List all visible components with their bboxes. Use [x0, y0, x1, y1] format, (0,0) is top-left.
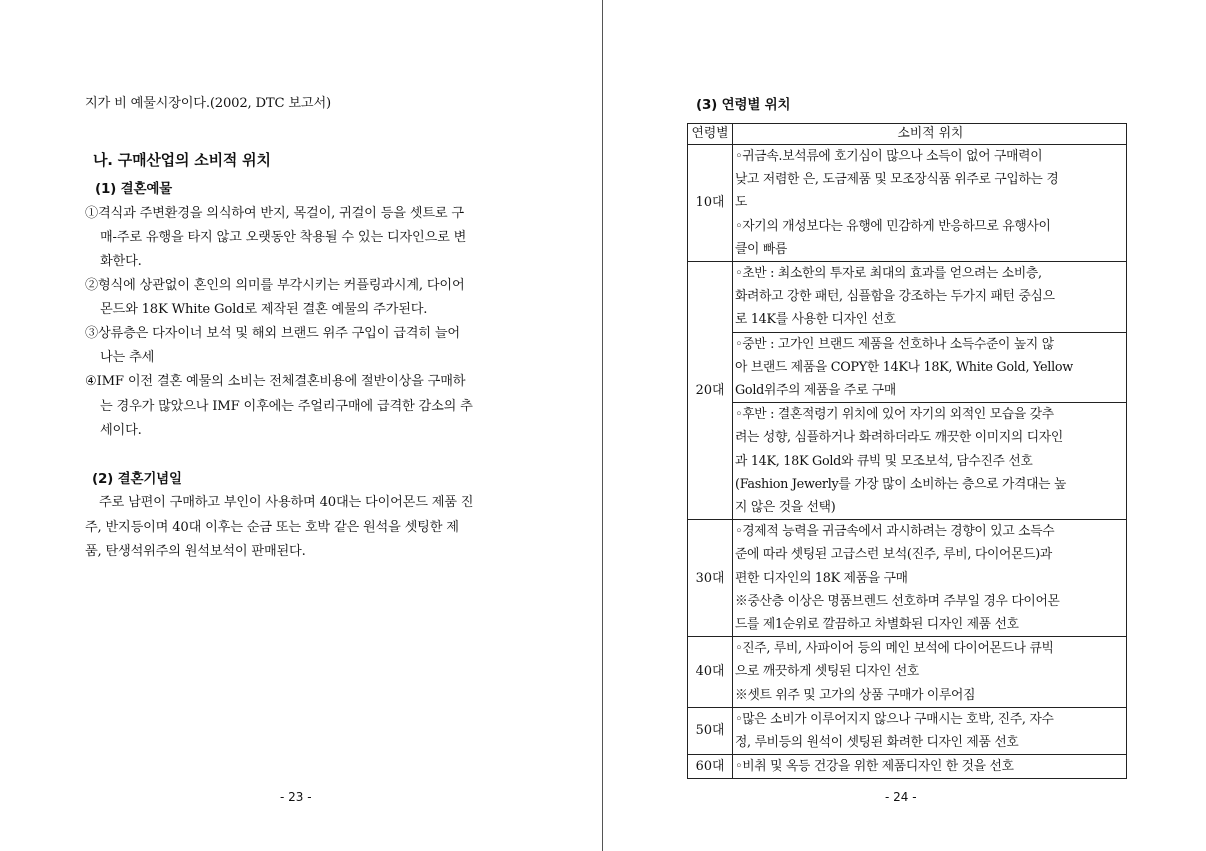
table-row — [688, 520, 1127, 637]
cell-line: Gold위주의 제품을 주로 구매 — [735, 383, 896, 399]
page-number: - 23 - — [280, 790, 312, 804]
cell-line: 로 14K를 사용한 디자인 선호 — [735, 312, 896, 328]
paragraph-line: ②형식에 상관없이 혼인의 의미를 부각시키는 커플링과시계, 다이어 — [85, 278, 465, 293]
position-cell — [733, 520, 1127, 637]
right-page — [603, 0, 1206, 851]
page-number: - 24 - — [885, 790, 917, 804]
intro-line: 지가 비 예물시장이다.(2002, DTC 보고서) — [85, 96, 331, 111]
table-row — [688, 707, 1127, 754]
cell-block-mid — [733, 332, 1126, 403]
header-position: 소비적 위치 — [733, 124, 1127, 145]
cell-line: 려는 성향, 심플하거나 화려하더라도 깨끗한 이미지의 디자인 — [735, 430, 1063, 446]
cell-line: 과 14K, 18K Gold와 큐빅 및 모조보석, 담수진주 선호 — [735, 453, 1033, 469]
cell-line: 화려하고 강한 패턴, 심플함을 강조하는 두가지 패턴 중심으 — [735, 289, 1055, 305]
cell-line: ◦자기의 개성보다는 유행에 민감하게 반응하므로 유행사이 — [735, 218, 1051, 234]
paragraph-line: 주, 반지등이며 40대 이후는 순금 또는 호박 같은 원석을 셋팅한 제 — [85, 520, 459, 535]
age-cell: 30대 — [688, 520, 733, 637]
paragraph-line: 나는 추세 — [100, 350, 155, 365]
cell-line: ◦비취 및 옥등 건강을 위한 제품디자인 한 것을 선호 — [735, 759, 1014, 775]
cell-line: 낮고 저렴한 은, 도금제품 및 모조장식품 위주로 구입하는 경 — [735, 172, 1059, 188]
cell-line: ◦진주, 루비, 사파이어 등의 메인 보석에 다이어몬드나 큐빅 — [735, 641, 1054, 657]
paragraph-line: 품, 탄생석위주의 원석보석이 판매된다. — [85, 544, 306, 559]
cell-line: 편한 디자인의 18K 제품을 구매 — [735, 570, 908, 586]
table-row — [688, 262, 1127, 520]
table-header-row — [688, 124, 1127, 145]
paragraph-line: 는 경우가 많았으나 IMF 이후에는 주얼리구매에 급격한 감소의 추 — [100, 399, 473, 414]
paragraph-line: 몬드와 18K White Gold로 제작된 결혼 예물의 주가된다. — [100, 302, 428, 317]
paragraph-line: 매-주로 유행을 타지 않고 오랫동안 착용될 수 있는 디자인으로 변 — [100, 230, 467, 245]
cell-line: 으로 깨끗하게 셋팅된 디자인 선호 — [735, 664, 919, 680]
position-cell — [733, 707, 1127, 754]
paragraph-line: ④IMF 이전 결혼 예물의 소비는 전체결혼비용에 절반이상을 구매하 — [85, 374, 466, 389]
paragraph-line: 세이다. — [100, 423, 142, 438]
cell-line: 정, 루비등의 원석이 셋팅된 화려한 디자인 제품 선호 — [735, 735, 1019, 751]
cell-line: ◦초반 : 최소한의 투자로 최대의 효과를 얻으려는 소비층, — [735, 266, 1042, 282]
cell-line: 아 브랜드 제품을 COPY한 14K나 18K, White Gold, Yellow — [735, 359, 1073, 375]
age-cell: 20대 — [688, 262, 733, 520]
cell-line: ※셋트 위주 및 고가의 상품 구매가 이루어짐 — [735, 687, 976, 703]
cell-line: ◦많은 소비가 이루어지지 않으나 구매시는 호박, 진주, 자수 — [735, 711, 1054, 727]
position-cell — [733, 262, 1127, 520]
cell-line: 드를 제1순위로 깔끔하고 차별화된 디자인 제품 선호 — [735, 617, 1019, 633]
subsection-title-wedding-gifts: (1) 결혼예물 — [95, 181, 172, 197]
section-title: (3) 연령별 위치 — [696, 97, 791, 113]
position-cell — [733, 637, 1127, 708]
subsection-title-anniversary: (2) 결혼기념일 — [92, 471, 182, 487]
paragraph-line: ③상류층은 다자이너 보석 및 해외 브랜드 위주 구입이 급격히 늘어 — [85, 326, 460, 341]
cell-block-late — [733, 402, 1126, 519]
header-age: 연령별 — [688, 124, 733, 145]
cell-line: ※중산층 이상은 명품브렌드 선호하며 주부일 경우 다이어몬 — [735, 593, 1060, 609]
age-consumption-table — [687, 123, 1127, 779]
table-row — [688, 145, 1127, 262]
paragraph-line: ①격식과 주변환경을 의식하여 반지, 목걸이, 귀걸이 등을 셋트로 구 — [85, 206, 464, 221]
cell-line: ◦귀금속.보석류에 호기심이 많으나 소득이 없어 구매력이 — [735, 149, 1043, 164]
paragraph-line: 화한다. — [100, 254, 142, 269]
age-cell: 40대 — [688, 637, 733, 708]
cell-line: 클이 빠름 — [735, 241, 788, 257]
cell-line: ◦중반 : 고가인 브랜드 제품을 선호하나 소득수준이 높지 않 — [735, 336, 1054, 352]
age-cell: 50대 — [688, 707, 733, 754]
table-row — [688, 755, 1127, 779]
cell-line: (Fashion Jewerly를 가장 많이 소비하는 층으로 가격대는 높 — [735, 476, 1067, 492]
cell-line: 준에 따라 셋팅된 고급스런 보석(진주, 루비, 다이어몬드)과 — [735, 547, 1052, 563]
cell-line: 지 않은 것을 선택) — [735, 500, 836, 516]
cell-block-early — [735, 262, 1124, 332]
position-cell — [733, 755, 1127, 779]
position-cell — [733, 145, 1127, 262]
age-cell: 60대 — [688, 755, 733, 779]
table-row — [688, 637, 1127, 708]
age-cell: 10대 — [688, 145, 733, 262]
cell-line: ◦후반 : 결혼적령기 위치에 있어 자기의 외적인 모습을 갖추 — [735, 407, 1054, 423]
paragraph-line: 주로 남편이 구매하고 부인이 사용하며 40대는 다이어몬드 제품 진 — [99, 495, 474, 510]
section-title: 나. 구매산업의 소비적 위치 — [93, 151, 271, 169]
left-page — [0, 0, 602, 851]
cell-line: ◦경제적 능력을 귀금속에서 과시하려는 경향이 있고 소득수 — [735, 524, 1055, 540]
cell-line: 도 — [735, 195, 748, 211]
